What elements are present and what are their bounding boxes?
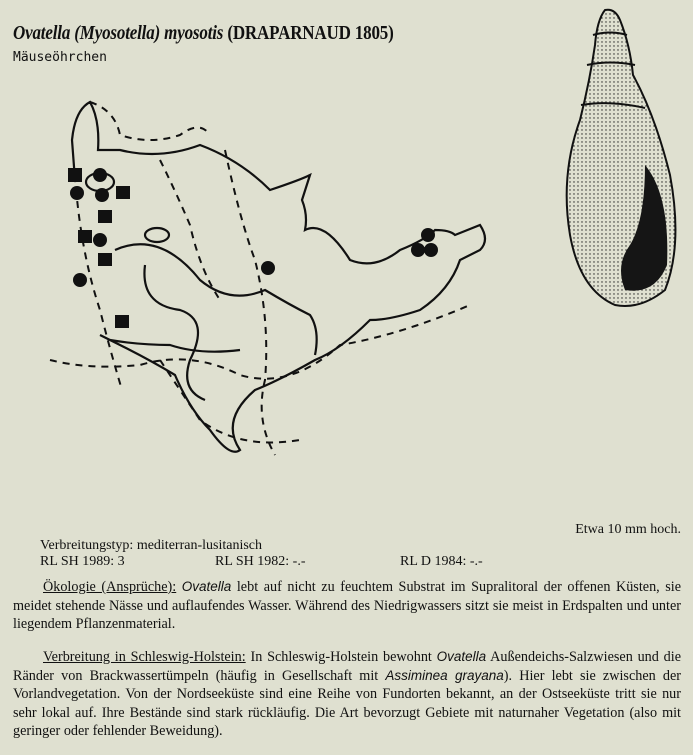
section-heading: Ökologie (Ansprüche): bbox=[43, 579, 177, 595]
red-list-d-1984: RL D 1984: -.- bbox=[400, 554, 483, 569]
section-text-a: In Schleswig-Holstein bewohnt bbox=[245, 649, 437, 665]
section-text-b: Außendeichs-Salzwiesen und die Ränder von Brackwassertümpeln (häufig in Gesellschaft mit bbox=[13, 649, 681, 684]
italic-genus: Ovatella bbox=[181, 579, 232, 594]
section-text: lebt auf nicht zu feuchtem Substrat im Supralitoral der offenen Küsten, sie meidet stehende Nässe und auflaufendes Wasser. Während des Niedrigwassers sitzt sie meist in Erdspalten und unter liegendem Pflanzenmaterial. bbox=[13, 579, 682, 633]
shell-illustration bbox=[545, 5, 685, 310]
section-heading: Verbreitung in Schleswig-Holstein: bbox=[43, 649, 246, 665]
subgenus: (Myosotella) bbox=[74, 22, 161, 44]
verbreitungstyp: Verbreitungstyp: mediterran-lusitanisch bbox=[40, 538, 262, 553]
red-list-sh-1989: RL SH 1989: 3 bbox=[40, 554, 125, 569]
common-name: Mäuseöhrchen bbox=[13, 50, 107, 65]
genus: Ovatella bbox=[13, 22, 71, 44]
red-list-sh-1982: RL SH 1982: -.- bbox=[215, 554, 306, 569]
italic-species: Assiminea grayana bbox=[385, 667, 504, 683]
italic-genus: Ovatella bbox=[436, 649, 487, 664]
species: myosotis bbox=[164, 22, 224, 44]
section-text-c: ). Hier lebt sie zwischen der Vorlandvegetation. Von der Nordseeküste sind eine Reihe von Fundorten bekannt, an der Ostseeküste tritt sie nur sehr lokal auf. Ihre Bestände sind stark rückläufig. Die Art bevorzugt Gebiete mit naturnaher Vegetation (also mit geringer oder fehlender Beweidung). bbox=[13, 667, 681, 740]
distribution-map bbox=[40, 90, 500, 480]
size-caption: Etwa 10 mm hoch. bbox=[575, 522, 681, 537]
section-verbreitung bbox=[13, 648, 681, 741]
species-title bbox=[13, 22, 394, 45]
author: (DRAPARNAUD 1805) bbox=[227, 22, 394, 44]
section-oekologie bbox=[13, 578, 681, 634]
